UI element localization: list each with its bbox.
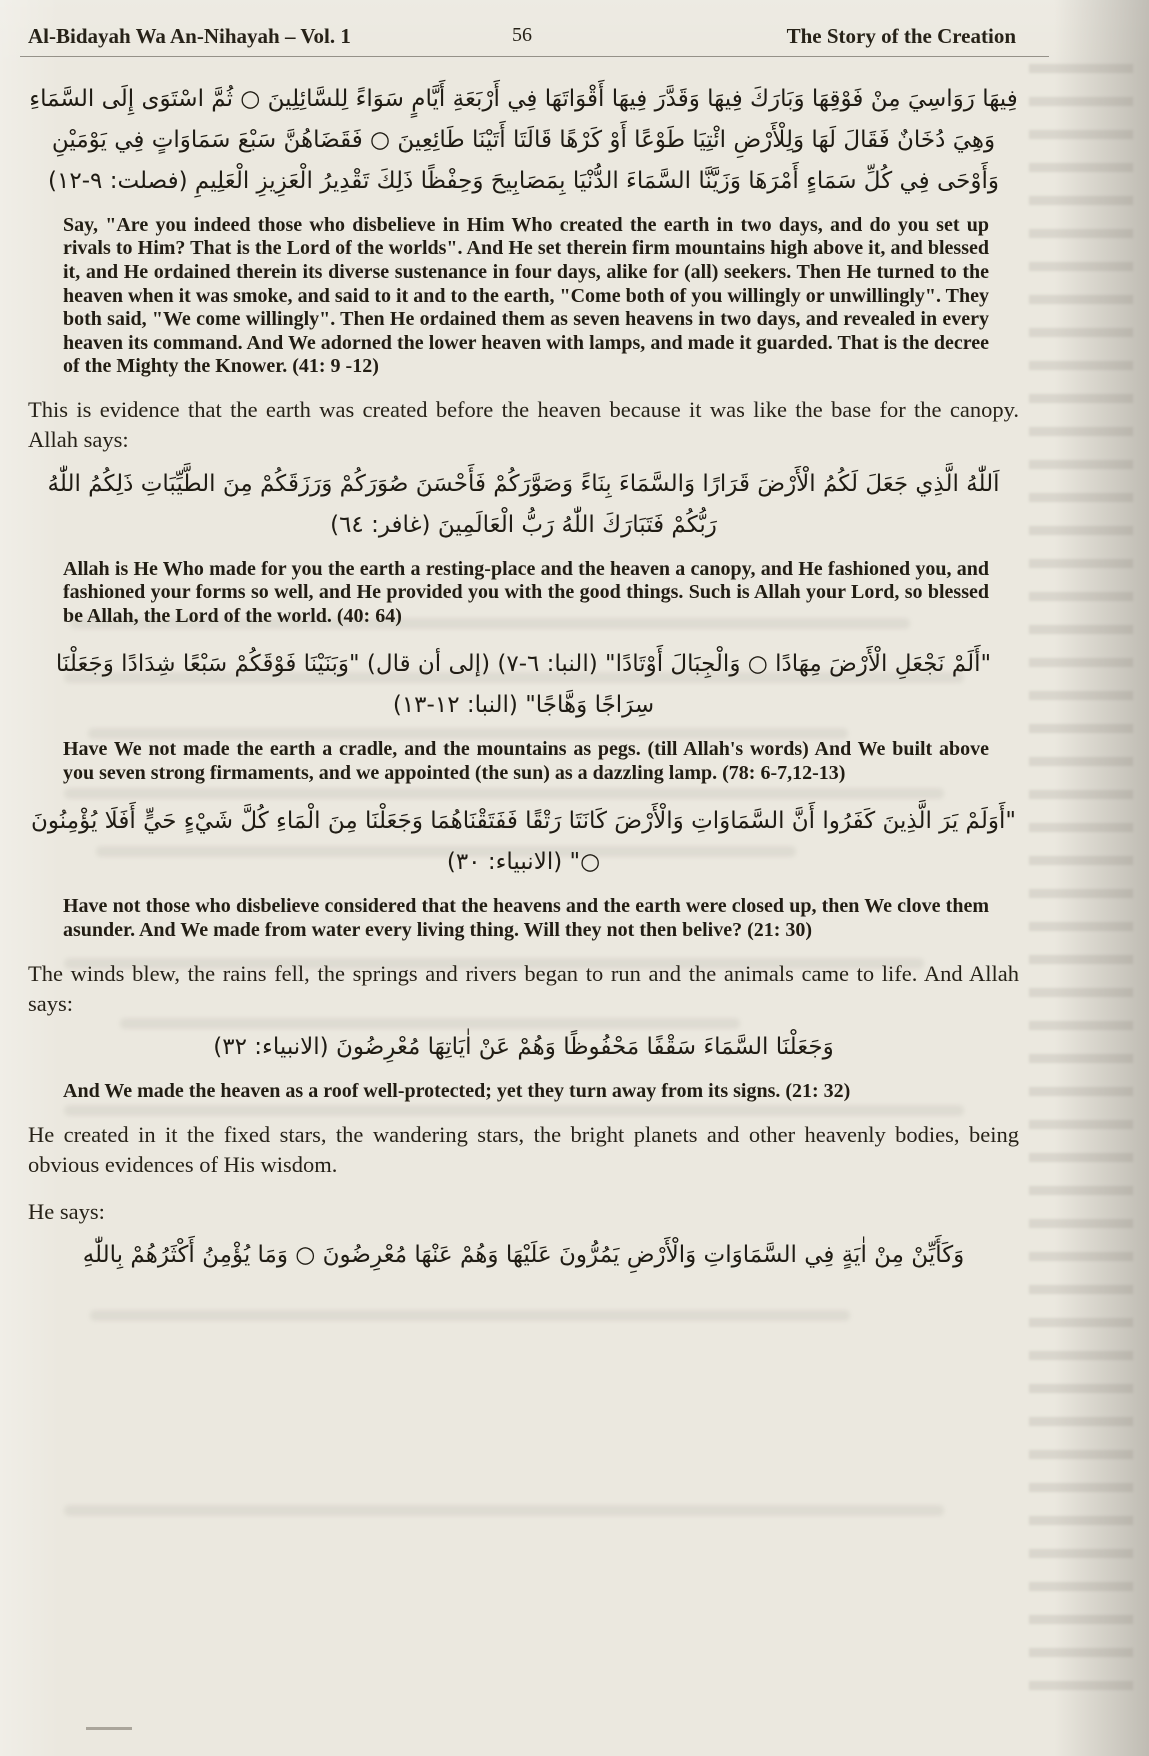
book-title: Al-Bidayah Wa An-Nihayah – Vol. 1 <box>28 24 351 48</box>
arabic-verse-anbiya-21-32: وَجَعَلْنَا السَّمَاءَ سَقْفًا مَحْفُوظًا وَهُمْ عَنْ اٰيَاتِهَا مُعْرِضُونَ (الانبياء: ٣٢) <box>213 1034 834 1061</box>
chapter-title: The Story of the Creation <box>786 24 1016 48</box>
bleedthrough-artifact <box>90 1310 850 1321</box>
translation-ghafir-40-64: Allah is He Who made for you the earth a resting-place and the heaven a canopy, and He fashioned you, and fashioned your forms so well, and He provided you with the good things. Such is Allah your Lord, so blessed be Allah, the Lord of the world. (40: 64) <box>63 557 989 627</box>
commentary-he-says: He says: <box>28 1198 105 1224</box>
running-header <box>28 24 1016 49</box>
commentary-evidence: This is evidence that the earth was created before the heaven because it was like the base for the canopy. Allah says: <box>28 396 1019 453</box>
bleedthrough-artifact <box>64 1505 944 1516</box>
commentary-created: He created in it the fixed stars, the wandering stars, the bright planets and other heavenly bodies, being obvious evidences of His wisdom. <box>28 1121 1019 1178</box>
arabic-verse-ghafir-40-64: اَللّٰهُ الَّذِي جَعَلَ لَكُمُ الْأَرْضَ قَرَارًا وَالسَّمَاءَ بِنَاءً وَصَوَّرَكُمْ فَأَحْسَنَ صُوَرَكُمْ وَرَزَقَكُمْ مِنَ الطَّيِّبَاتِ ذَلِكُمُ اللّٰهُ رَبُّكُمْ فَتَبَارَكَ اللّٰهُ رَبُّ الْعَالَمِينَ (غافر: ٦٤) <box>47 470 1000 538</box>
translation-naba-78: Have We not made the earth a cradle, and the mountains as pegs. (till Allah's words) And We built above you seven strong firmaments, and we appointed (the sun) as a dazzling lamp. (78: 6-7,12-13) <box>63 738 989 784</box>
page-number: 56 <box>512 24 532 46</box>
arabic-verse-fussilat-41-9-12: فِيهَا رَوَاسِيَ مِنْ فَوْقِهَا وَبَارَكَ فِيهَا وَقَدَّرَ فِيهَا أَقْوَاتَهَا فِي أَرْبَعَةِ أَيَّامٍ سَوَاءً لِلسَّائِلِينَ ○ ثُمَّ اسْتَوَى إِلَى السَّمَاءِ وَهِيَ دُخَانٌ فَقَالَ لَهَا وَلِلْأَرْضِ ائْتِيَا طَوْعًا أَوْ كَرْهًا قَالَتَا أَتَيْنَا طَائِعِينَ ○ فَقَضَاهُنَّ سَبْعَ سَمَاوَاتٍ فِي يَوْمَيْنِ وَأَوْحَى فِي كُلِّ سَمَاءٍ أَمْرَهَا وَزَيَّنَّا السَّمَاءَ الدُّنْيَا بِمَصَابِيحَ وَحِفْظًا ذَلِكَ تَقْدِيرُ الْعَزِيزِ الْعَلِيمِ (فصلت: ٩-١٢) <box>29 86 1018 194</box>
page-body <box>0 57 1149 1276</box>
arabic-verse-yusuf-12-105: وَكَأَيِّنْ مِنْ اٰيَةٍ فِي السَّمَاوَاتِ وَالْأَرْضِ يَمُرُّونَ عَلَيْهَا وَهُمْ عَنْهَا مُعْرِضُونَ ○ وَمَا يُؤْمِنُ أَكْثَرُهُمْ بِاللّٰهِ <box>82 1241 965 1268</box>
arabic-verse-naba-78: "أَلَمْ نَجْعَلِ الْأَرْضَ مِهَادًا ○ وَالْجِبَالَ أَوْتَادًا" (النبا: ٦-٧) (إلى أن قال) "وَبَنَيْنَا فَوْقَكُمْ سَبْعًا شِدَادًا وَجَعَلْنَا سِرَاجًا وَهَّاجًا" (النبا: ١٢-١٣) <box>55 651 992 719</box>
translation-anbiya-21-32: And We made the heaven as a roof well-protected; yet they turn away from its signs. (21: 32) <box>63 1080 851 1103</box>
commentary-winds: The winds blew, the rains fell, the springs and rivers began to run and the animals came to life. And Allah says: <box>28 960 1019 1016</box>
translation-fussilat-41-9-12: Say, "Are you indeed those who disbelieve in Him Who created the earth in two days, and do you set up rivals to Him? That is the Lord of the worlds". And He set therein firm mountains high above it, and blessed it, and He ordained therein its diverse sustenance in four days, alike for (all) seekers. Then He turned to the heaven when it was smoke, and said to it and to the earth, "Come both of you willingly or unwillingly". They both said, "We come willingly". Then He ordained them as seven heavens in two days, and revealed in every heaven its command. And We adorned the lower heaven with lamps, and made it guarded. That is the decree of the Mighty the Knower. (41: 9 -12) <box>63 213 989 378</box>
arabic-verse-anbiya-21-30: "أَوَلَمْ يَرَ الَّذِينَ كَفَرُوا أَنَّ السَّمَاوَاتِ وَالْأَرْضَ كَانَتَا رَتْقًا فَفَتَقْنَاهُمَا وَجَعَلْنَا مِنَ الْمَاءِ كُلَّ شَيْءٍ حَيٍّ أَفَلَا يُؤْمِنُونَ ○" (الانبياء: ٣٠) <box>31 808 1016 876</box>
stray-mark <box>86 1727 132 1730</box>
translation-anbiya-21-30: Have not those who disbelieve considered that the heavens and the earth were closed up, then We clove them asunder. And We made from water every living thing. Will they not then belive? (21: 30) <box>63 895 989 941</box>
